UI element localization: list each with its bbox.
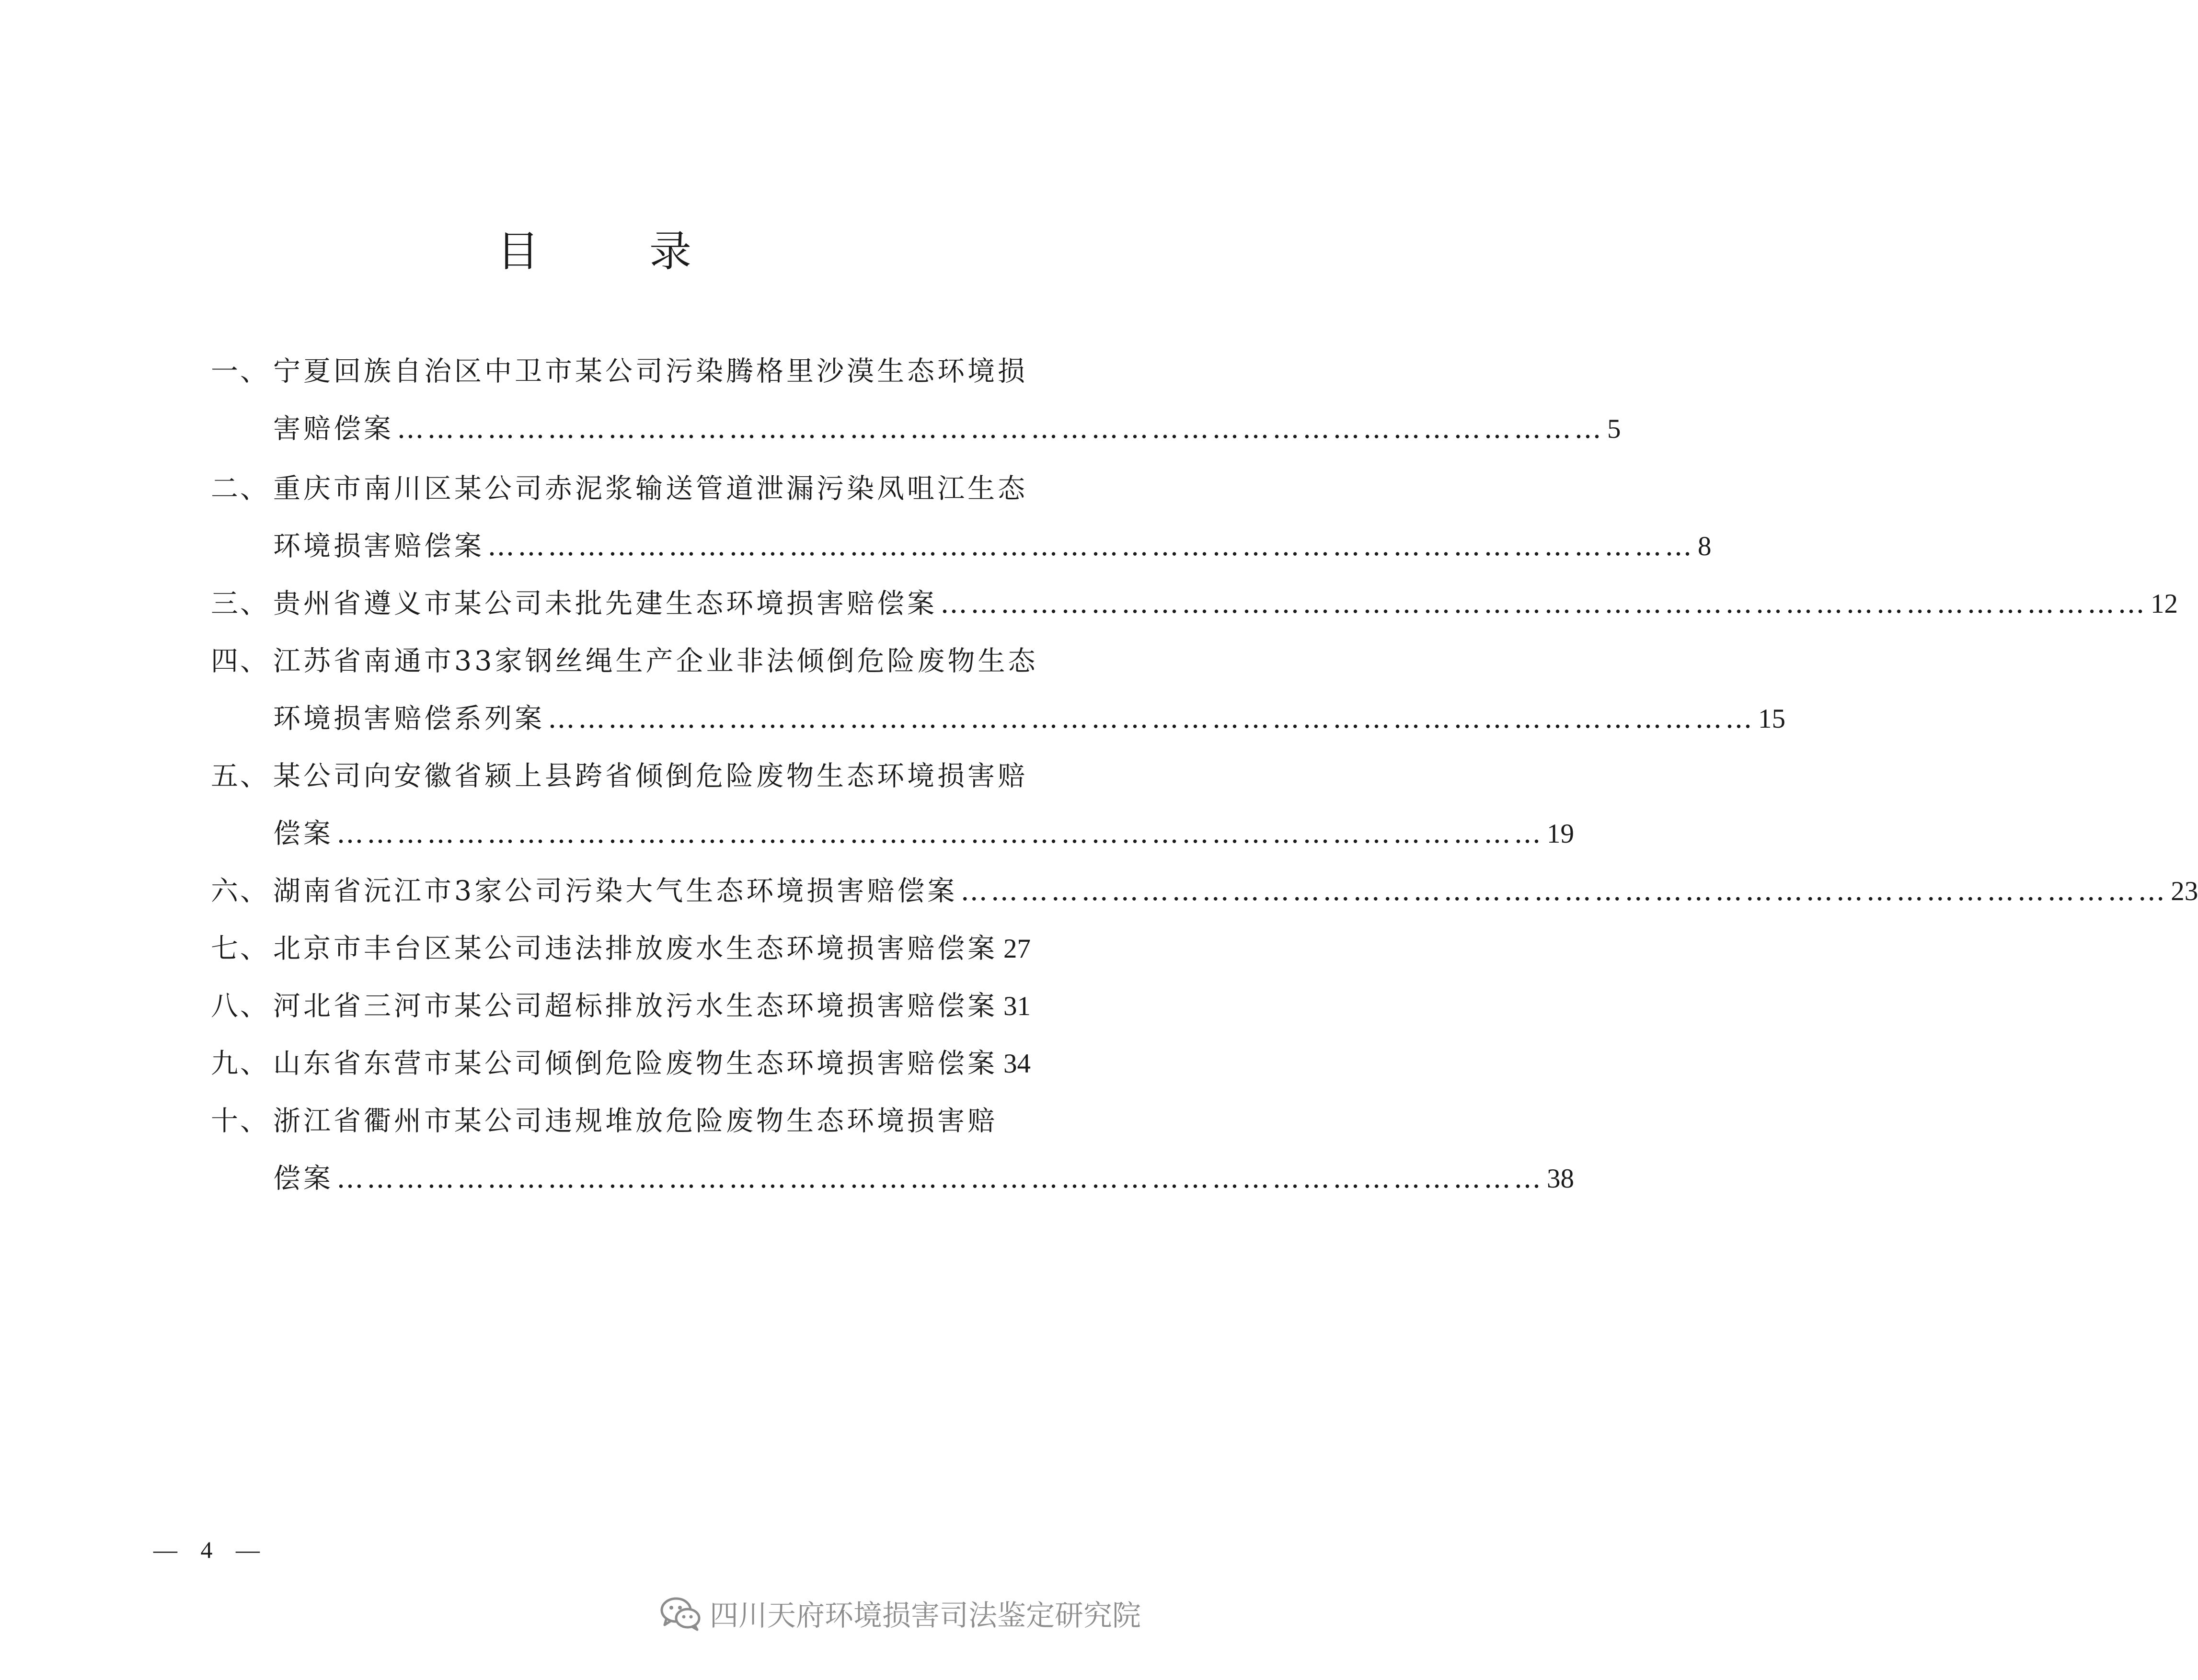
toc-entry-title: 偿案 <box>273 1163 334 1194</box>
toc-page-number: 34 <box>1003 1049 1031 1079</box>
page-title <box>0 225 1188 278</box>
watermark <box>659 1594 1141 1633</box>
toc-entry-title: 浙江省衢州市某公司违规堆放危险废物生态环境损害赔 <box>273 1105 998 1137</box>
toc-entry-title: 某公司向安徽省颍上县跨省倾倒危险废物生态环境损害赔 <box>273 760 1028 792</box>
toc-leader-dots: ………………………………………………………………………………………………………… <box>336 1163 1544 1194</box>
wechat-icon <box>659 1594 703 1633</box>
toc-leader-dots: ………………………………………………………………………………………………………… <box>548 703 1755 734</box>
toc-entry-6[interactable] <box>211 869 2198 913</box>
toc-page-number: 23 <box>2171 876 2198 906</box>
toc-entry-8[interactable] <box>211 984 1030 1028</box>
toc-entry-title: 环境损害赔偿案 <box>273 530 484 562</box>
toc-entry-number: 三、 <box>211 588 269 619</box>
toc-entry-number: 八、 <box>211 990 269 1022</box>
toc-entry-number: 四、 <box>211 645 269 677</box>
toc-entry-number: 十、 <box>211 1105 269 1137</box>
toc-entry-5[interactable] <box>211 754 1030 798</box>
toc-entry-number: 九、 <box>211 1048 269 1079</box>
toc-entry-title: 偿案 <box>273 818 334 849</box>
title-char-1: 目 <box>496 227 539 276</box>
toc-entry-2-cont[interactable] <box>273 525 1712 568</box>
toc-entry-title: 重庆市南川区某公司赤泥浆输送管道泄漏污染凤咀江生态 <box>273 473 1028 504</box>
toc-entry-number: 一、 <box>211 355 269 387</box>
toc-leader-dots: ………………………………………………………………………………………………………… <box>397 413 1604 445</box>
toc-entry-9[interactable] <box>211 1042 1030 1085</box>
toc-entry-title: 江苏省南通市33家钢丝绳生产企业非法倾倒危险废物生态 <box>273 645 1038 677</box>
toc-entry-1-cont[interactable] <box>273 407 1621 450</box>
toc-entry-number: 七、 <box>211 933 269 964</box>
toc-entry-7[interactable] <box>211 927 1030 970</box>
toc-leader-dots: ………………………………………………………………………………………………………… <box>940 588 2148 619</box>
toc-leader-dots: ………………………………………………………………………………………………………… <box>336 818 1544 849</box>
toc-entry-title: 河北省三河市某公司超标排放污水生态环境损害赔偿案 <box>273 990 998 1022</box>
toc-leader-dots: ………………………………………………………………………………………………………… <box>487 530 1695 562</box>
toc-page-number: 15 <box>1758 704 1785 734</box>
toc-entry-title: 山东省东营市某公司倾倒危险废物生态环境损害赔偿案 <box>273 1048 998 1079</box>
toc-page-number: 5 <box>1607 414 1621 444</box>
toc-entry-4[interactable] <box>211 640 1038 683</box>
title-char-2: 录 <box>649 227 692 276</box>
toc-entry-title: 环境损害赔偿系列案 <box>273 703 545 734</box>
toc-entry-number: 五、 <box>211 760 269 792</box>
toc-entry-10[interactable] <box>211 1099 1030 1143</box>
toc-entry-title: 北京市丰台区某公司违法排放废水生态环境损害赔偿案 <box>273 933 998 964</box>
watermark-text: 四川天府环境损害司法鉴定研究院 <box>710 1599 1141 1633</box>
toc-entry-1[interactable] <box>211 350 1030 393</box>
toc-page-number: 38 <box>1547 1164 1574 1194</box>
toc-entry-title: 贵州省遵义市某公司未批先建生态环境损害赔偿案 <box>273 588 937 619</box>
toc-entry-title: 湖南省沅江市3家公司污染大气生态环境损害赔偿案 <box>273 875 958 907</box>
toc-page-number: 31 <box>1003 991 1031 1021</box>
toc-entry-5-cont[interactable] <box>273 812 1574 855</box>
toc-page-number: 8 <box>1698 531 1712 561</box>
toc-entry-10-cont[interactable] <box>273 1157 1574 1200</box>
toc-page-number: 12 <box>2151 589 2178 619</box>
toc-entry-3[interactable] <box>211 582 2178 625</box>
page-number: — 4 — <box>153 1536 268 1563</box>
toc-entry-number: 六、 <box>211 875 269 907</box>
toc-entry-title: 害赔偿案 <box>273 413 394 445</box>
toc-entry-2[interactable] <box>211 467 1030 510</box>
toc-leader-dots: ………………………………………………………………………………………………………… <box>960 875 2168 907</box>
toc-page-number: 19 <box>1547 819 1574 849</box>
toc-entry-title: 宁夏回族自治区中卫市某公司污染腾格里沙漠生态环境损 <box>273 355 1028 387</box>
toc-entry-4-cont[interactable] <box>273 697 1785 740</box>
toc-entry-number: 二、 <box>211 473 269 504</box>
toc-page-number: 27 <box>1003 934 1031 964</box>
